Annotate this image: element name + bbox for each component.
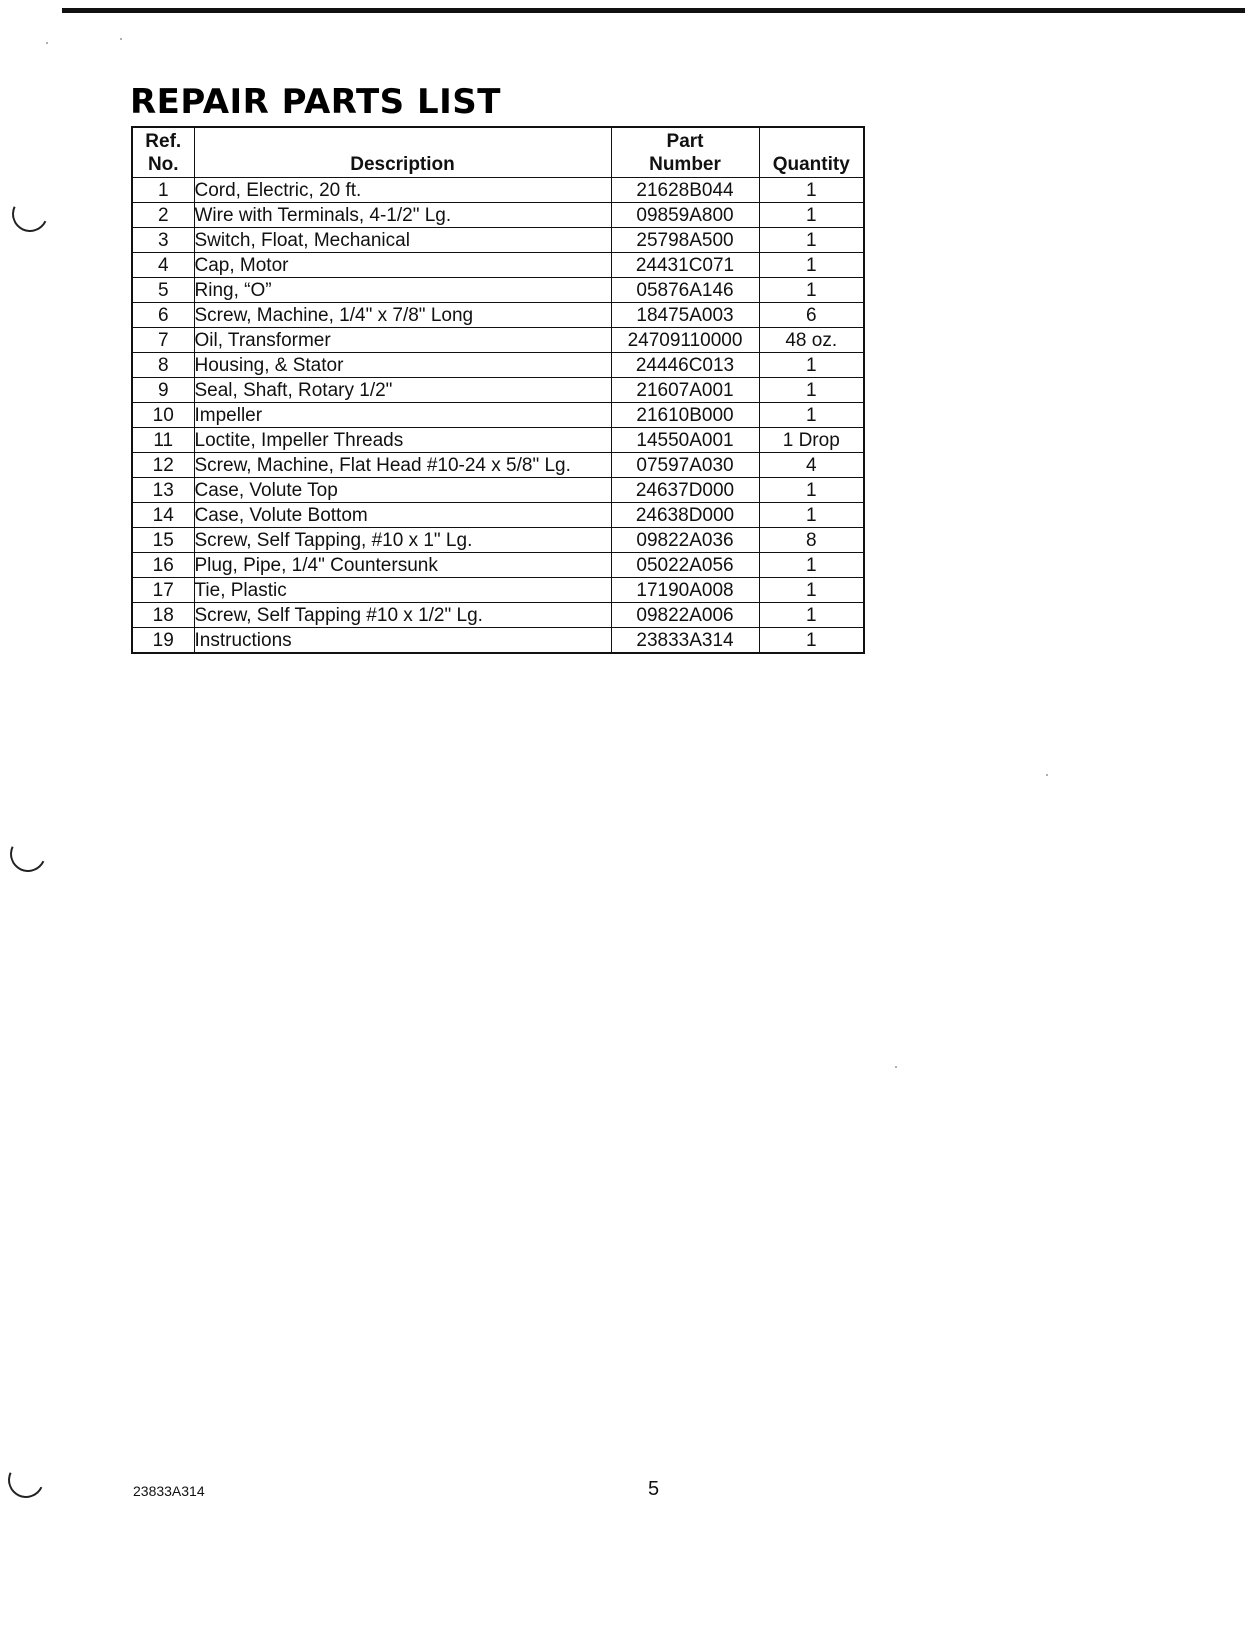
ref-cell: 10 — [132, 403, 194, 428]
description-cell: Cap, Motor — [194, 253, 611, 278]
quantity-cell: 1 — [759, 628, 864, 654]
quantity-cell: 1 — [759, 203, 864, 228]
table-row — [132, 378, 864, 403]
description-cell: Oil, Transformer — [194, 328, 611, 353]
quantity-cell: 6 — [759, 303, 864, 328]
description-cell: Housing, & Stator — [194, 353, 611, 378]
description-cell: Screw, Self Tapping #10 x 1/2" Lg. — [194, 603, 611, 628]
table-row — [132, 578, 864, 603]
quantity-cell: 1 — [759, 578, 864, 603]
description-cell: Seal, Shaft, Rotary 1/2" — [194, 378, 611, 403]
part-number-cell: 21628B044 — [611, 178, 759, 203]
table-row — [132, 603, 864, 628]
ref-cell: 13 — [132, 478, 194, 503]
description-cell: Ring, “O” — [194, 278, 611, 303]
description-cell: Impeller — [194, 403, 611, 428]
ref-cell: 17 — [132, 578, 194, 603]
header-description: Description — [194, 127, 611, 178]
header-part-number — [611, 127, 759, 178]
table-row — [132, 178, 864, 203]
scan-speck — [895, 1066, 897, 1068]
part-number-cell: 24446C013 — [611, 353, 759, 378]
ref-cell: 14 — [132, 503, 194, 528]
header-part-line2: Number — [649, 154, 721, 175]
quantity-cell: 4 — [759, 453, 864, 478]
ref-cell: 1 — [132, 178, 194, 203]
ref-cell: 8 — [132, 353, 194, 378]
page-title: REPAIR PARTS LIST — [130, 82, 501, 122]
table-row — [132, 428, 864, 453]
quantity-cell: 8 — [759, 528, 864, 553]
ref-cell: 16 — [132, 553, 194, 578]
part-number-cell: 14550A001 — [611, 428, 759, 453]
part-number-cell: 25798A500 — [611, 228, 759, 253]
part-number-cell: 24637D000 — [611, 478, 759, 503]
part-number-cell: 09822A036 — [611, 528, 759, 553]
header-ref-line2: No. — [147, 154, 179, 175]
quantity-cell: 1 — [759, 178, 864, 203]
quantity-cell: 48 oz. — [759, 328, 864, 353]
table-row — [132, 228, 864, 253]
part-number-cell: 09859A800 — [611, 203, 759, 228]
part-number-cell: 24709110000 — [611, 328, 759, 353]
description-cell: Tie, Plastic — [194, 578, 611, 603]
repair-parts-table — [131, 126, 865, 654]
table-row — [132, 303, 864, 328]
scan-speck — [120, 38, 122, 40]
quantity-cell: 1 — [759, 278, 864, 303]
part-number-cell: 17190A008 — [611, 578, 759, 603]
part-number-cell: 18475A003 — [611, 303, 759, 328]
table-row — [132, 203, 864, 228]
quantity-cell: 1 — [759, 253, 864, 278]
header-ref-line1: Ref. — [145, 131, 182, 152]
ref-cell: 2 — [132, 203, 194, 228]
ref-cell: 19 — [132, 628, 194, 654]
quantity-cell: 1 — [759, 228, 864, 253]
quantity-cell: 1 — [759, 478, 864, 503]
table-row — [132, 403, 864, 428]
description-cell: Plug, Pipe, 1/4" Countersunk — [194, 553, 611, 578]
table-row — [132, 478, 864, 503]
description-cell: Case, Volute Top — [194, 478, 611, 503]
page-number: 5 — [648, 1478, 660, 1500]
part-number-cell: 23833A314 — [611, 628, 759, 654]
part-number-cell: 21610B000 — [611, 403, 759, 428]
ref-cell: 4 — [132, 253, 194, 278]
table-row — [132, 253, 864, 278]
part-number-cell: 05022A056 — [611, 553, 759, 578]
part-number-cell: 21607A001 — [611, 378, 759, 403]
description-cell: Instructions — [194, 628, 611, 654]
part-number-cell: 24638D000 — [611, 503, 759, 528]
ref-cell: 3 — [132, 228, 194, 253]
ref-cell: 6 — [132, 303, 194, 328]
footer-document-code: 23833A314 — [133, 1483, 205, 1499]
header-part-line1: Part — [666, 131, 704, 152]
quantity-cell: 1 — [759, 503, 864, 528]
quantity-cell: 1 — [759, 403, 864, 428]
quantity-cell: 1 — [759, 603, 864, 628]
ref-cell: 15 — [132, 528, 194, 553]
ref-cell: 11 — [132, 428, 194, 453]
top-rule — [62, 8, 1245, 13]
description-cell: Screw, Self Tapping, #10 x 1" Lg. — [194, 528, 611, 553]
description-cell: Screw, Machine, Flat Head #10-24 x 5/8" Lg. — [194, 453, 611, 478]
header-ref-no — [132, 127, 194, 178]
table-row — [132, 328, 864, 353]
description-cell: Cord, Electric, 20 ft. — [194, 178, 611, 203]
part-number-cell: 05876A146 — [611, 278, 759, 303]
table-row — [132, 503, 864, 528]
description-cell: Screw, Machine, 1/4" x 7/8" Long — [194, 303, 611, 328]
description-cell: Loctite, Impeller Threads — [194, 428, 611, 453]
description-cell: Case, Volute Bottom — [194, 503, 611, 528]
binder-hole-icon — [7, 191, 53, 237]
ref-cell: 12 — [132, 453, 194, 478]
ref-cell: 9 — [132, 378, 194, 403]
part-number-cell: 24431C071 — [611, 253, 759, 278]
binder-hole-icon — [5, 831, 51, 877]
table-row — [132, 628, 864, 654]
table-row — [132, 353, 864, 378]
description-cell: Switch, Float, Mechanical — [194, 228, 611, 253]
ref-cell: 18 — [132, 603, 194, 628]
quantity-cell: 1 — [759, 553, 864, 578]
table-row — [132, 453, 864, 478]
ref-cell: 5 — [132, 278, 194, 303]
part-number-cell: 07597A030 — [611, 453, 759, 478]
table-row — [132, 278, 864, 303]
scan-speck — [46, 42, 48, 44]
table-header-row — [132, 127, 864, 178]
binder-hole-icon — [3, 1457, 49, 1503]
ref-cell: 7 — [132, 328, 194, 353]
quantity-cell: 1 — [759, 353, 864, 378]
quantity-cell: 1 Drop — [759, 428, 864, 453]
quantity-cell: 1 — [759, 378, 864, 403]
part-number-cell: 09822A006 — [611, 603, 759, 628]
table-row — [132, 553, 864, 578]
header-quantity: Quantity — [759, 127, 864, 178]
scan-speck — [1046, 774, 1048, 776]
table-row — [132, 528, 864, 553]
description-cell: Wire with Terminals, 4-1/2" Lg. — [194, 203, 611, 228]
